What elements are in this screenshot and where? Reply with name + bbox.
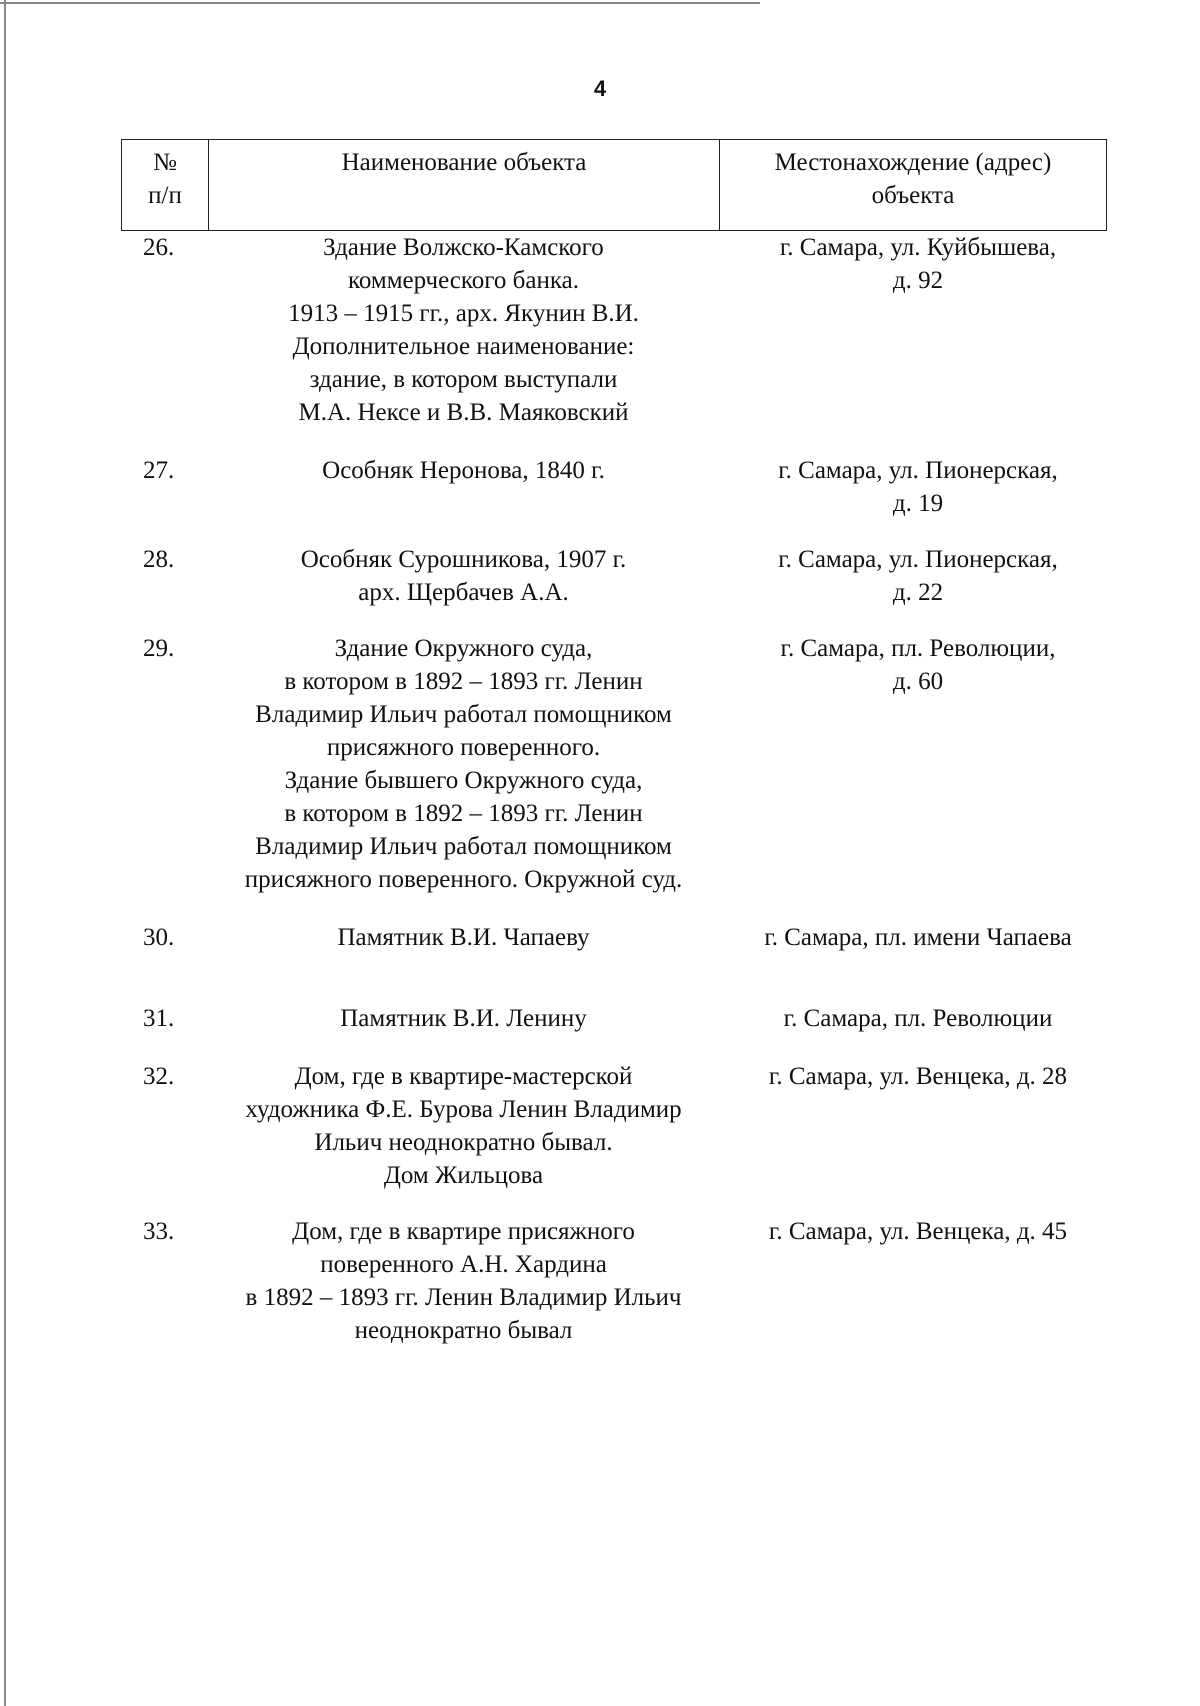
object-name: Дом, где в квартире присяжного поверенного А.Н. Хардина в 1892 – 1893 гг. Ленин Владимир Ильич неоднократно бывал (245, 1218, 682, 1344)
table-row (121, 1215, 1107, 1347)
table-row (121, 454, 1107, 520)
row-number: 27. (143, 457, 175, 484)
table-row (121, 231, 1107, 429)
header-object-name: Наименование объекта (209, 140, 720, 230)
table-header (121, 139, 1107, 231)
row-number: 33. (143, 1218, 175, 1245)
object-address: г. Самара, пл. Революции (783, 1005, 1053, 1032)
object-name: Памятник В.И. Чапаеву (337, 924, 590, 951)
page-number: 4 (593, 76, 607, 101)
object-address: г. Самара, ул. Пионерская, д. 22 (778, 546, 1058, 606)
row-number: 30. (143, 924, 175, 951)
object-address: г. Самара, пл. Революции, д. 60 (780, 635, 1056, 695)
object-address: г. Самара, пл. имени Чапаева (764, 924, 1072, 951)
object-name: Особняк Сурошникова, 1907 г. арх. Щербачев А.А. (300, 546, 627, 606)
table-body (121, 231, 1107, 1347)
header-number: № п/п (122, 140, 209, 230)
row-number: 31. (143, 1005, 175, 1032)
object-address: г. Самара, ул. Венцека, д. 28 (768, 1063, 1068, 1090)
row-number: 32. (143, 1063, 175, 1090)
scan-edge-left (4, 0, 6, 1706)
table-row (121, 1002, 1107, 1035)
row-number: 26. (143, 234, 175, 261)
table-row (121, 543, 1107, 609)
table-row (121, 921, 1107, 954)
object-address: г. Самара, ул. Куйбышева, д. 92 (779, 234, 1057, 294)
object-name: Памятник В.И. Ленину (340, 1005, 587, 1032)
object-name: Дом, где в квартире-мастерской художника Ф.Е. Бурова Ленин Владимир Ильич неоднократно бывал. Дом Жильцова (245, 1063, 682, 1189)
object-name: Здание Волжско-Камского коммерческого банка. 1913 – 1915 гг., арх. Якунин В.И. Дополнительное наименование: здание, в котором выступали М.А. Нексе и В.В. Маяковский (288, 234, 639, 426)
table-row (121, 1060, 1107, 1192)
object-address: г. Самара, ул. Венцека, д. 45 (768, 1218, 1068, 1245)
row-number: 29. (143, 635, 175, 662)
object-name: Особняк Неронова, 1840 г. (322, 457, 605, 484)
object-address: г. Самара, ул. Пионерская, д. 19 (778, 457, 1058, 517)
table-row (121, 632, 1107, 896)
header-address: Местонахождение (адрес) объекта (774, 149, 1052, 209)
row-number: 28. (143, 546, 175, 573)
object-name: Здание Окружного суда, в котором в 1892 – 1893 гг. Ленин Владимир Ильич работал помощником присяжного поверенного. Здание бывшего Окружного суда, в котором в 1892 – 1893 гг. Ленин Владимир Ильич работал помощником присяжного поверенного. Окружной суд. (244, 635, 683, 893)
scan-edge-top (0, 2, 760, 4)
